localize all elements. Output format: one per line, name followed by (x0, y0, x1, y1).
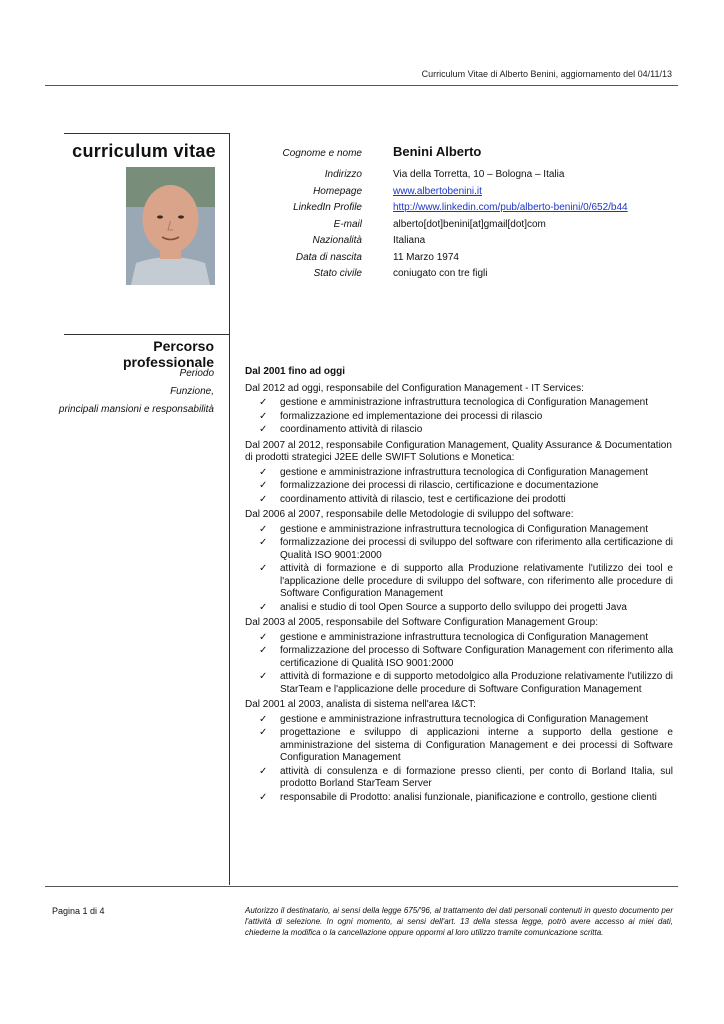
task-list (245, 714, 673, 805)
check-icon: ✓ (259, 537, 268, 548)
task-item (245, 671, 673, 696)
task-text: attività di formazione e di supporto metodolgico alla Produzione relativamente l'utilizzo di StarTeam e l'applicazione delle procedure di Software Configuration Management (280, 671, 673, 695)
task-item (245, 714, 673, 727)
privacy-note: Autorizzo il destinatario, ai sensi della legge 675/'96, al trattamento dei dati personali contenuti in questo documento per l'attività di selezione. In ogni momento, ai sensi dell'art. 13 della stessa legge, potrò avere accesso ai miei dati, chiederne la modifica o la cancellazione oppure oppormi al loro utilizzo tramite comunicazione scritta. (245, 906, 673, 937)
profile-photo (126, 167, 215, 285)
task-item (245, 563, 673, 601)
task-item (245, 645, 673, 670)
task-list (245, 632, 673, 697)
field-value: Italiana (393, 235, 426, 246)
task-text: attività di formazione e di supporto alla Produzione relativamente l'utilizzo dei tool e l'applicazione delle procedure di sviluppo del software, con riferimento alle procedure di Software Configuration Management (280, 563, 673, 599)
task-text: attività di consulenza e di formazione presso clienti, per conto di Borland Italia, sul prodotto Borland StarTeam Server (280, 765, 673, 789)
check-icon: ✓ (259, 563, 268, 574)
role-title: Dal 2001 al 2003, analista di sistema nell'area I&CT: (245, 699, 476, 710)
check-icon: ✓ (259, 424, 268, 435)
label-periodo: Periodo (179, 368, 214, 379)
task-text: gestione e amministrazione infrastruttura tecnologica di Configuration Management (280, 713, 648, 725)
field-value: alberto[dot]benini[at]gmail[dot]com (393, 219, 546, 230)
check-icon: ✓ (259, 765, 268, 777)
field-label: E-mail (333, 219, 362, 230)
task-list (245, 467, 673, 507)
check-icon: ✓ (259, 523, 268, 535)
header-divider (45, 85, 678, 86)
check-icon: ✓ (259, 493, 268, 505)
field-label: Homepage (313, 186, 362, 197)
task-text: coordinamento attività di rilascio (280, 424, 423, 435)
task-item (245, 632, 673, 645)
task-item (245, 766, 673, 791)
task-item (245, 494, 673, 507)
section-rule (64, 334, 230, 335)
role-title: Dal 2007 al 2012, responsabile Configuration Management, Quality Assurance & Documentation di prodotti strategici J2EE delle SWIFT Solutions e Monetica: (245, 439, 672, 463)
task-text: gestione e amministrazione infrastruttura tecnologica di Configuration Management (280, 397, 648, 408)
role-block (245, 383, 673, 437)
task-item (245, 480, 673, 493)
field-value (393, 202, 628, 213)
label-funzione: Funzione, (170, 386, 214, 397)
task-text: formalizzazione del processo di Software Configuration Management con riferimento alla certificazione di Qualità ISO 9001:2000 (280, 645, 673, 669)
check-icon: ✓ (259, 631, 268, 643)
role-block (245, 440, 673, 507)
footer-divider (45, 886, 678, 887)
person-portrait-icon (126, 167, 215, 285)
task-text: gestione e amministrazione infrastruttura tecnologica di Configuration Management (280, 466, 648, 478)
role-title: Dal 2006 al 2007, responsabile delle Metodologie di sviluppo del software: (245, 509, 574, 520)
field-link[interactable]: http://www.linkedin.com/pub/alberto-benini/0/652/b44 (393, 202, 628, 213)
task-text: formalizzazione ed implementazione dei processi di rilascio (280, 410, 543, 422)
task-item (245, 467, 673, 480)
field-value: coniugato con tre figli (393, 268, 488, 279)
task-item (245, 411, 673, 424)
field-value: 11 Marzo 1974 (393, 252, 459, 263)
check-icon: ✓ (259, 671, 268, 682)
document-title: curriculum vitae (72, 141, 216, 161)
left-column-top-rule (64, 133, 230, 134)
role-title: Dal 2003 al 2005, responsabile del Software Configuration Management Group: (245, 617, 598, 628)
period-range: Dal 2001 fino ad oggi (245, 366, 346, 377)
task-item (245, 727, 673, 765)
full-name: Benini Alberto (393, 144, 482, 159)
field-label: LinkedIn Profile (293, 202, 362, 213)
check-icon: ✓ (259, 480, 268, 491)
check-icon: ✓ (259, 601, 268, 613)
check-icon: ✓ (259, 397, 268, 408)
task-item (245, 397, 673, 410)
task-list (245, 524, 673, 615)
check-icon: ✓ (259, 791, 268, 803)
role-block (245, 509, 673, 614)
task-text: formalizzazione dei processi di rilascio, certificazione e documentazione (280, 480, 599, 491)
check-icon: ✓ (259, 645, 268, 656)
task-item (245, 537, 673, 562)
section-title: Percorso professionale (122, 338, 214, 370)
field-label: Nazionalità (312, 235, 362, 246)
page-header: Curriculum Vitae di Alberto Benini, aggiornamento del 04/11/13 (421, 69, 672, 79)
task-text: progettazione e sviluppo di applicazioni interne a supporto della gestione e amministrazione del sistema di Configuration Management e dei processi di Software Configuration Management (280, 727, 673, 763)
page-number: Pagina 1 di 4 (52, 906, 105, 916)
task-item (245, 792, 673, 805)
task-text: gestione e amministrazione infrastruttura tecnologica di Configuration Management (280, 523, 648, 535)
career-content (245, 366, 673, 807)
task-text: analisi e studio di tool Open Source a supporto dello sviluppo dei progetti Java (280, 601, 627, 613)
field-label: Stato civile (313, 268, 362, 279)
column-divider (229, 133, 230, 885)
field-label: Data di nascita (295, 252, 362, 263)
task-text: coordinamento attività di rilascio, test e certificazione dei prodotti (280, 493, 566, 505)
check-icon: ✓ (259, 410, 268, 422)
role-block (245, 699, 673, 804)
field-label: Indirizzo (324, 169, 362, 180)
task-item (245, 602, 673, 615)
role-title: Dal 2012 ad oggi, responsabile del Configuration Management - IT Services: (245, 382, 584, 394)
check-icon: ✓ (259, 713, 268, 725)
check-icon: ✓ (259, 727, 268, 738)
task-text: formalizzazione dei processi di sviluppo del software con riferimento alla certificazione di Qualità ISO 9001:2000 (280, 537, 673, 561)
task-text: responsabile di Prodotto: analisi funzionale, pianificazione e controllo, gestione clienti (280, 791, 657, 803)
task-item (245, 524, 673, 537)
check-icon: ✓ (259, 466, 268, 478)
task-item (245, 424, 673, 437)
label-mansioni: principali mansioni e responsabilità (58, 404, 214, 415)
name-label: Cognome e nome (282, 148, 362, 159)
task-text: gestione e amministrazione infrastruttura tecnologica di Configuration Management (280, 631, 648, 643)
task-list (245, 397, 673, 437)
field-value (393, 186, 482, 197)
field-value: Via della Torretta, 10 – Bologna – Italia (393, 169, 565, 180)
role-block (245, 617, 673, 696)
field-link[interactable]: www.albertobenini.it (393, 186, 482, 197)
